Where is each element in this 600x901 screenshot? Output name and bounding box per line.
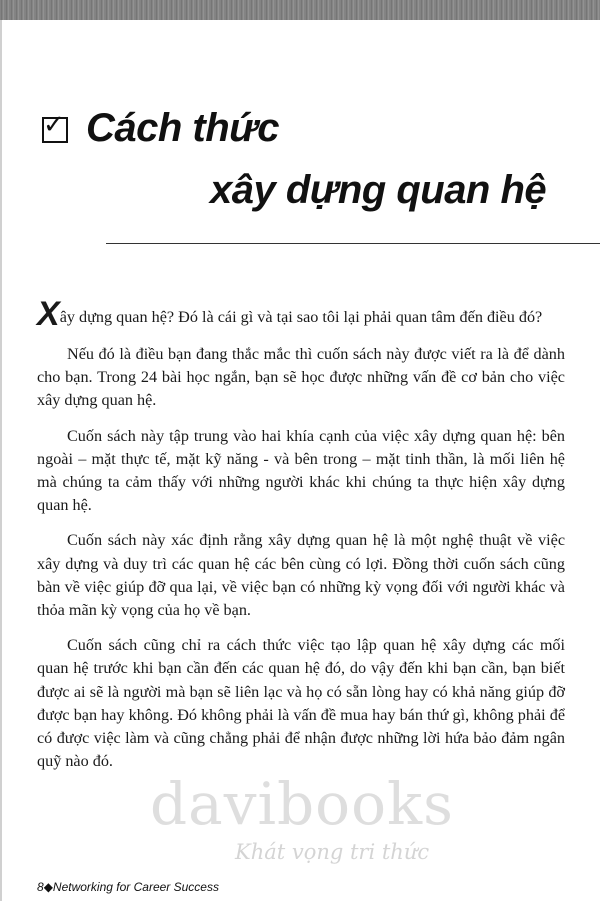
page-footer — [37, 881, 219, 893]
paragraph-1-text: ây dựng quan hệ? Đó là cái gì và tại sao tôi lại phải quan tâm đến điều đó? — [59, 308, 543, 326]
check-mark-icon: ✓ — [43, 110, 65, 140]
page-top-scan-edge — [0, 0, 600, 20]
chapter-title-line-1: Cách thức — [86, 106, 279, 150]
paragraph-2: Nếu đó là điều bạn đang thắc mắc thì cuốn sách này được viết ra là để dành cho bạn. Trong 24 bài học ngắn, bạn sẽ học được những vấn đề cơ bản cho việc xây dựng quan hệ. — [37, 345, 565, 410]
paragraph-4: Cuốn sách này xác định rằng xây dựng quan hệ là một nghệ thuật về việc xây dựng và duy trì các quan hệ các bên cùng có lợi. Đồng thời cuốn sách cũng bàn về việc giúp đỡ qua lại, về việc bạn có những kỳ vọng đối với người khác và thỏa mãn kỳ vọng của họ về bạn. — [37, 531, 565, 620]
body-text — [37, 297, 565, 785]
checkbox-icon — [42, 110, 68, 143]
running-book-title: Networking for Career Success — [52, 880, 219, 894]
page-left-edge — [0, 20, 2, 901]
watermark-tagline: Khát vọng tri thức — [235, 840, 430, 864]
drop-cap: X — [37, 295, 60, 333]
diamond-icon: ◆ — [43, 880, 53, 894]
chapter-title-line-2: xây dựng quan hệ — [210, 168, 547, 212]
paragraph-1 — [37, 297, 565, 331]
paragraph-3: Cuốn sách này tập trung vào hai khía cạnh của việc xây dựng quan hệ: bên ngoài – mặt thực tế, mặt kỹ năng - và bên trong – mặt tinh thần, là mối liên hệ mà chúng ta cảm thấy với những người khác khi chúng ta thực hiện xây dựng quan hệ. — [37, 426, 565, 515]
title-divider — [106, 243, 600, 244]
paragraph-5: Cuốn sách cũng chỉ ra cách thức việc tạo lập quan hệ xây dựng các mối quan hệ trước khi bạn cần đến các quan hệ đó, do vậy đến khi bạn cần, bạn biết được ai sẽ là người mà bạn sẽ liên lạc và họ có sẵn lòng hay có khả năng giúp đỡ được bạn hay không. Đó không phải là vấn đề mua hay bán thứ gì, không phải để có được việc làm và cũng chẳng phải để nhận được những lời hứa bảo đảm ngân quỹ nào đó. — [37, 636, 565, 771]
watermark-brand: davibooks — [150, 770, 454, 838]
page-number: 8 — [37, 880, 44, 894]
